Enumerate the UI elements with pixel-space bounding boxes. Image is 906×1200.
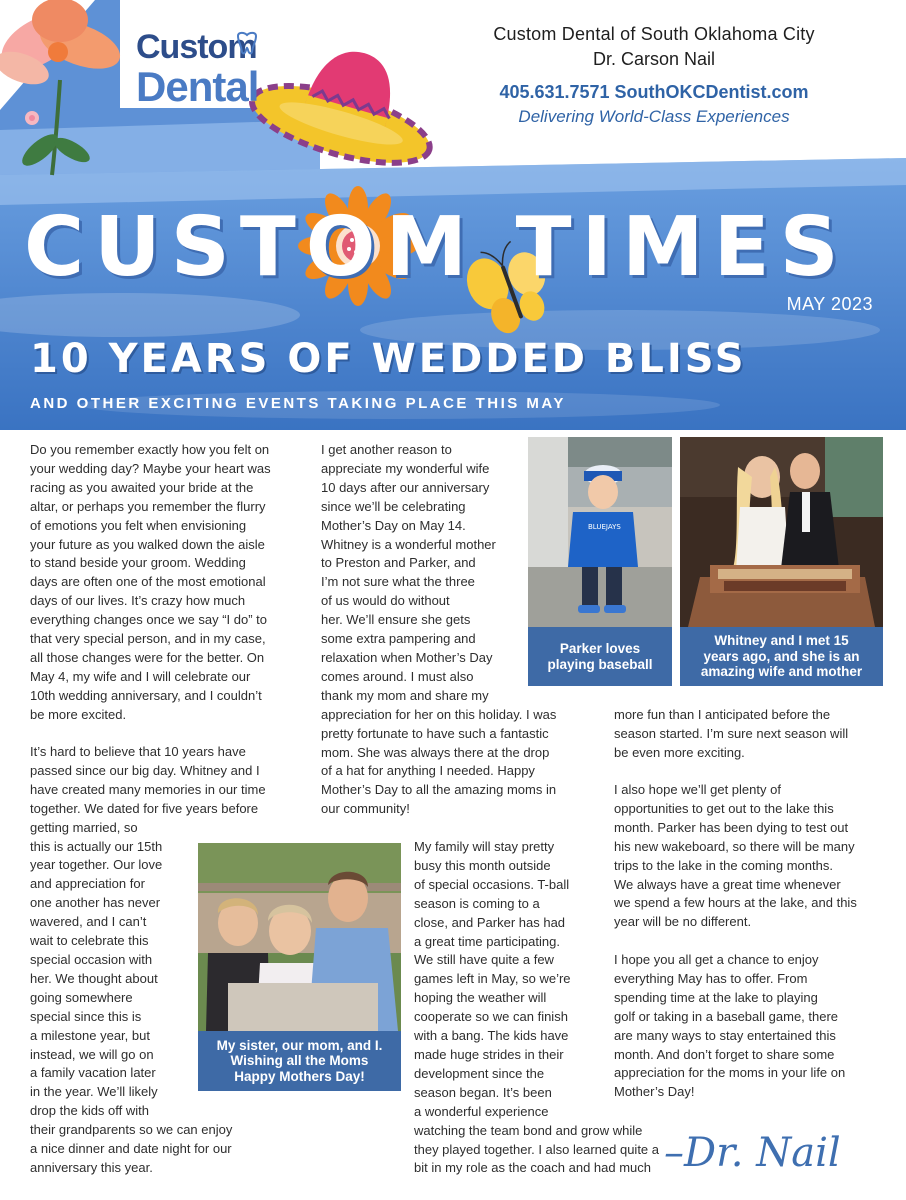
text-line: together. We dated for five years before — [30, 800, 259, 816]
text-line: their grandparents so we can enjoy — [30, 1122, 233, 1138]
tooth-logo-icon — [234, 30, 260, 56]
text-line: I also hope we’ll get plenty of — [614, 782, 781, 797]
issue-date: MAY 2023 — [786, 294, 873, 314]
text-line: year will be no different. — [614, 914, 752, 930]
text-line: this is actually our 15th — [30, 838, 163, 854]
text-line: We still have quite a few — [414, 952, 554, 968]
text-line: a nice dinner and date night for our — [30, 1141, 232, 1157]
text-line: season is coming to a — [414, 895, 540, 911]
text-line: thank my mom and share my — [321, 687, 489, 703]
text-line: hoping the weather will — [414, 990, 547, 1006]
text-line: It’s hard to believe that 10 years have — [30, 744, 246, 759]
col3-paragraph-3 — [614, 951, 845, 1102]
text-line: going somewhere — [30, 989, 133, 1005]
text-line: I’m not sure what the three — [321, 574, 475, 590]
text-line: her. We’ll ensure she gets — [321, 612, 471, 628]
text-line: I hope you all get a chance to enjoy — [614, 952, 819, 967]
masthead-title: CUSTOM TIMES — [24, 200, 849, 295]
text-line: drop the kids off with — [30, 1103, 149, 1119]
caption-family: My sister, our mom, and I. Wishing all the Moms Happy Mothers Day! — [198, 1031, 401, 1091]
text-line: days are often one of the most emotional — [30, 574, 266, 590]
text-line: and appreciation for — [30, 876, 145, 892]
jersey-text: BLUEJAYS — [588, 523, 621, 531]
text-line: getting married, so — [30, 819, 138, 835]
text-line: spending time at the lake to playing — [614, 989, 818, 1005]
text-line: May 4, my wife and I will celebrate our — [30, 668, 251, 684]
text-line: golf or taking in a baseball game, there — [614, 1008, 839, 1024]
col3-paragraph-1 — [614, 706, 848, 763]
text-line: since we’ll be celebrating — [321, 498, 466, 514]
text-line: everything changes once we say “I do” to — [30, 612, 268, 628]
text-line: year together. Our love — [30, 857, 163, 873]
text-line: Whitney is a wonderful mother — [321, 536, 496, 552]
photo-family — [198, 843, 401, 1031]
text-line: games left in May, so we’re — [414, 971, 571, 987]
text-line: altar, or perhaps you remember the flurry — [30, 498, 266, 514]
caption-wedding: Whitney and I met 15 years ago, and she is an amazing wife and mother — [680, 627, 883, 686]
text-line: our community! — [321, 801, 410, 817]
text-line: one another has never — [30, 895, 161, 911]
text-line: appreciation for her on this holiday. I was — [321, 706, 557, 722]
text-line: that very special person, and in my case, — [30, 631, 266, 647]
practice-name: Custom Dental of South Oklahoma City — [493, 24, 815, 44]
text-line: of a hat for anything I needed. Happy — [321, 763, 535, 779]
text-line: we spend a few hours at the lake, and this — [614, 895, 857, 911]
text-line: 10th wedding anniversary, and I couldn’t — [30, 687, 262, 703]
col3-paragraph-2 — [614, 781, 857, 932]
text-line: appreciation for the moms in your life on — [614, 1065, 846, 1081]
text-line: a great time participating. — [414, 933, 560, 949]
signature: –Dr. Nail — [664, 1130, 841, 1176]
text-line: your wedding day? Maybe your heart was — [30, 460, 271, 476]
text-line: a family vacation later — [30, 1065, 156, 1081]
text-line: Mother’s Day on May 14. — [321, 517, 466, 533]
photo-wedding — [680, 437, 883, 627]
text-line: comes around. I must also — [321, 668, 474, 684]
text-line: be even more exciting. — [614, 744, 745, 760]
col2-paragraph-1 — [321, 441, 556, 819]
text-line: mom. She was always there at the drop — [321, 744, 550, 760]
text-line: My family will stay pretty — [414, 839, 555, 854]
text-line: season started. I’m sure next season will — [614, 725, 849, 741]
text-line: to stand beside your groom. Wedding — [30, 555, 246, 571]
text-line: more fun than I anticipated before the — [614, 707, 831, 722]
text-line: everything May has to offer. From — [614, 970, 808, 986]
text-line: a wonderful experience — [414, 1103, 549, 1119]
photo-parker-baseball — [528, 437, 672, 627]
headline: 10 YEARS OF WEDDED BLISS — [30, 336, 747, 382]
text-line: season began. It’s been — [414, 1084, 552, 1100]
text-line: Mother’s Day! — [614, 1084, 695, 1100]
text-line: with a bang. The kids have — [414, 1028, 569, 1044]
text-line: cooperate so we can finish — [414, 1009, 568, 1025]
text-line: of special occasions. T-ball — [414, 876, 570, 892]
text-line: his new wakeboard, so there will be many — [614, 838, 855, 854]
text-line: racing as you awaited your bride at the — [30, 479, 254, 495]
text-line: are many ways to stay entertained this — [614, 1027, 836, 1043]
text-line: We always have a great time whenever — [614, 876, 841, 892]
text-line: of emotions you felt when envisioning — [30, 517, 247, 533]
tagline: Delivering World-Class Experiences — [518, 107, 790, 126]
text-line: development since the — [414, 1065, 545, 1081]
text-line: all those changes were for the better. On — [30, 649, 265, 665]
text-line: opportunities to get out to the lake this — [614, 800, 834, 816]
text-line: relaxation when Mother’s Day — [321, 649, 493, 665]
text-line: they played together. I also learned quite a — [414, 1141, 660, 1157]
text-line: Do you remember exactly how you felt on — [30, 442, 270, 457]
text-line: special since this is — [30, 1008, 142, 1024]
text-line: passed since our big day. Whitney and I — [30, 762, 260, 778]
text-line: special occasion with — [30, 951, 153, 967]
text-line: some extra pampering and — [321, 631, 476, 647]
text-line: 10 days after our anniversary — [321, 479, 490, 495]
text-line: days of our lives. It’s crazy how much — [30, 593, 246, 609]
logo-dental: Dental — [136, 63, 259, 110]
doctor-name: Dr. Carson Nail — [592, 49, 716, 69]
phone-website[interactable]: 405.631.7571 SouthOKCDentist.com — [499, 82, 809, 102]
text-line: month. Parker has been dying to test out — [614, 819, 849, 835]
text-line: your future as you walked down the aisle — [30, 536, 265, 552]
text-line: be more excited. — [30, 706, 127, 722]
text-line: a milestone year, but — [30, 1027, 150, 1043]
text-line: anniversary this year. — [30, 1159, 153, 1175]
contact-block — [444, 24, 864, 127]
text-line: made huge strides in their — [414, 1046, 564, 1062]
text-line: instead, we will go on — [30, 1046, 154, 1062]
text-line: month. And don’t forget to share some — [614, 1046, 835, 1062]
text-line: appreciate my wonderful wife — [321, 460, 490, 476]
text-line: of us would do without — [321, 593, 450, 609]
text-line: pretty fortunate to have such a fantastic — [321, 725, 549, 741]
text-line: wait to celebrate this — [30, 933, 149, 949]
subheadline: AND OTHER EXCITING EVENTS TAKING PLACE THIS MAY — [30, 395, 566, 412]
logo-custom: Custom — [136, 28, 257, 66]
text-line: her. We thought about — [30, 970, 158, 986]
text-line: trips to the lake in the coming months. — [614, 857, 833, 873]
text-line: Mother’s Day to all the amazing moms in — [321, 782, 557, 798]
text-line: busy this month outside — [414, 857, 551, 873]
text-line: to Preston and Parker, and — [321, 555, 476, 571]
text-line: wavered, and I can’t — [30, 914, 147, 930]
text-line: bit in my role as the coach and had much — [414, 1160, 652, 1176]
text-line: close, and Parker has had — [414, 914, 566, 930]
text-line: have created many memories in our time — [30, 781, 266, 797]
caption-parker: Parker loves playing baseball — [528, 627, 672, 686]
col1-paragraph-1 — [30, 441, 271, 725]
text-line: I get another reason to — [321, 442, 452, 457]
text-line: watching the team bond and grow while — [414, 1122, 643, 1138]
text-line: in the year. We’ll likely — [30, 1084, 158, 1100]
